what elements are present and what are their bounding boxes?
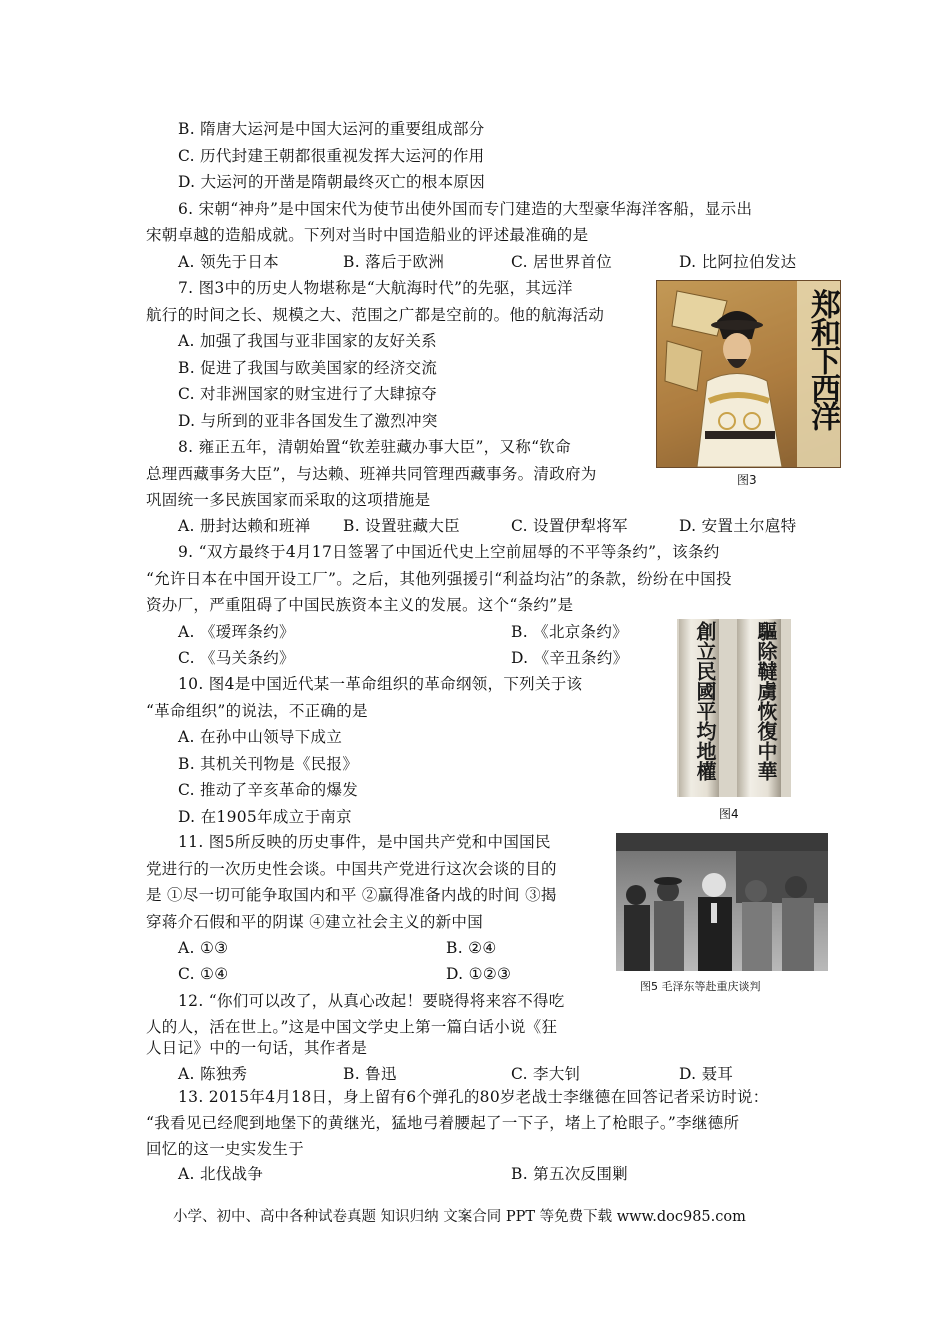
option-8a: A. 册封达赖和班禅	[178, 517, 311, 535]
question-11-line3: 是 ①尽一切可能争取国内和平 ②赢得准备内战的时间 ③揭	[146, 886, 557, 904]
option-12d: D. 聂耳	[679, 1065, 734, 1083]
question-13-line2: “我看见已经爬到地堡下的黄继光，猛地弓着腰起了一下子，堵上了枪眼子。”李继德所	[146, 1114, 740, 1132]
question-12-line3: 人日记》中的一句话，其作者是	[146, 1039, 368, 1057]
option-8c: C. 设置伊犁将军	[511, 517, 628, 535]
option-9a: A. 《瑷珲条约》	[178, 623, 295, 641]
question-11-line2: 党进行的一次历史性会谈。中国共产党进行这次会谈的目的	[146, 860, 557, 878]
question-8-line2: 总理西藏事务大臣”，与达赖、班禅共同管理西藏事务。清政府为	[146, 465, 597, 483]
option-9d: D. 《辛丑条约》	[511, 649, 629, 667]
question-10-line2: “革命组织”的说法，不正确的是	[146, 702, 368, 720]
question-12-line2: 人的人，活在世上。”这是中国文学史上第一篇白话小说《狂	[146, 1018, 558, 1036]
question-13-line3: 回忆的这一史实发生于	[146, 1140, 305, 1158]
figure-4-scrolls	[677, 619, 791, 797]
option-8d: D. 安置土尔扈特	[679, 517, 797, 535]
question-12-line1: 12. “你们可以改了，从真心改起！要晓得将来容不得吃	[178, 992, 565, 1010]
option-6c: C. 居世界首位	[511, 253, 613, 271]
question-8-line1: 8. 雍正五年，清朝始置“钦差驻藏办事大臣”，又称“钦命	[178, 438, 571, 456]
question-6-line1: 6. 宋朝“神舟”是中国宋代为使节出使外国而专门建造的大型豪华海洋客船，显示出	[178, 200, 753, 218]
question-7-line1: 7. 图3中的历史人物堪称是“大航海时代”的先驱，其远洋	[178, 279, 573, 297]
option-5b: B. 隋唐大运河是中国大运河的重要组成部分	[178, 120, 485, 138]
option-9b: B. 《北京条约》	[511, 623, 628, 641]
option-7c: C. 对非洲国家的财宝进行了大肆掠夺	[178, 385, 438, 403]
option-12c: C. 李大钊	[511, 1065, 581, 1083]
question-13-line1: 13. 2015年4月18日，身上留有6个弹孔的80岁老战士李继德在回答记者采访时说：	[178, 1088, 769, 1106]
option-11a: A. ①③	[178, 939, 229, 957]
scroll-right-text: 驅除韃虜恢復中華	[754, 621, 778, 781]
figure-5-photo	[616, 833, 828, 971]
figure-3-banner-text: 郑和下西洋	[805, 289, 840, 429]
option-6b: B. 落后于欧洲	[343, 253, 445, 271]
question-10-line1: 10. 图4是中国近代某一革命组织的革命纲领，下列关于该	[178, 675, 583, 693]
option-7d: D. 与所到的亚非各国发生了激烈冲突	[178, 412, 438, 430]
question-11-line1: 11. 图5所反映的历史事件，是中国共产党和中国国民	[178, 833, 551, 851]
option-6d: D. 比阿拉伯发达	[679, 253, 797, 271]
option-10b: B. 其机关刊物是《民报》	[178, 755, 359, 773]
option-5c: C. 历代封建王朝都很重视发挥大运河的作用	[178, 147, 485, 165]
figure-5-caption: 图5 毛泽东等赴重庆谈判	[640, 980, 761, 993]
question-6-line2: 宋朝卓越的造船成就。下列对当时中国造船业的评述最准确的是	[146, 226, 589, 244]
question-7-line2: 航行的时间之长、规模之大、范围之广都是空前的。他的航海活动	[146, 306, 605, 324]
option-7b: B. 促进了我国与欧美国家的经济交流	[178, 359, 438, 377]
option-11c: C. ①④	[178, 965, 229, 983]
question-9-line1: 9. “双方最终于4月17日签署了中国近代史上空前屈辱的不平等条约”，该条约	[178, 543, 720, 561]
option-10c: C. 推动了辛亥革命的爆发	[178, 781, 359, 799]
option-8b: B. 设置驻藏大臣	[343, 517, 460, 535]
option-10d: D. 在1905年成立于南京	[178, 808, 352, 826]
figure-3-caption: 图3	[737, 473, 757, 487]
page-footer: 小学、初中、高中各种试卷真题 知识归纳 文案合同 PPT 等免费下载 www.doc985.com	[173, 1209, 746, 1225]
option-12b: B. 鲁迅	[343, 1065, 397, 1083]
question-9-line2: “允许日本在中国开设工厂”。之后，其他列强援引“利益均沾”的条款，纷纷在中国投	[146, 570, 732, 588]
option-5d: D. 大运河的开凿是隋朝最终灭亡的根本原因	[178, 173, 486, 191]
scroll-left-text: 創立民國平均地權	[693, 621, 717, 781]
question-9-line3: 资办厂，严重阻碍了中国民族资本主义的发展。这个“条约”是	[146, 596, 574, 614]
figure-3-zheng-he	[656, 280, 841, 468]
option-13a: A. 北伐战争	[178, 1165, 264, 1183]
figure-4-caption: 图4	[719, 807, 739, 821]
option-11d: D. ①②③	[446, 965, 512, 983]
option-10a: A. 在孙中山领导下成立	[178, 728, 343, 746]
option-9c: C. 《马关条约》	[178, 649, 295, 667]
option-12a: A. 陈独秀	[178, 1065, 248, 1083]
option-6a: A. 领先于日本	[178, 253, 279, 271]
option-11b: B. ②④	[446, 939, 497, 957]
option-7a: A. 加强了我国与亚非国家的友好关系	[178, 332, 437, 350]
question-8-line3: 巩固统一多民族国家而采取的这项措施是	[146, 491, 431, 509]
question-11-line4: 穿蒋介石假和平的阴谋 ④建立社会主义的新中国	[146, 913, 484, 931]
option-13b: B. 第五次反围剿	[511, 1165, 628, 1183]
